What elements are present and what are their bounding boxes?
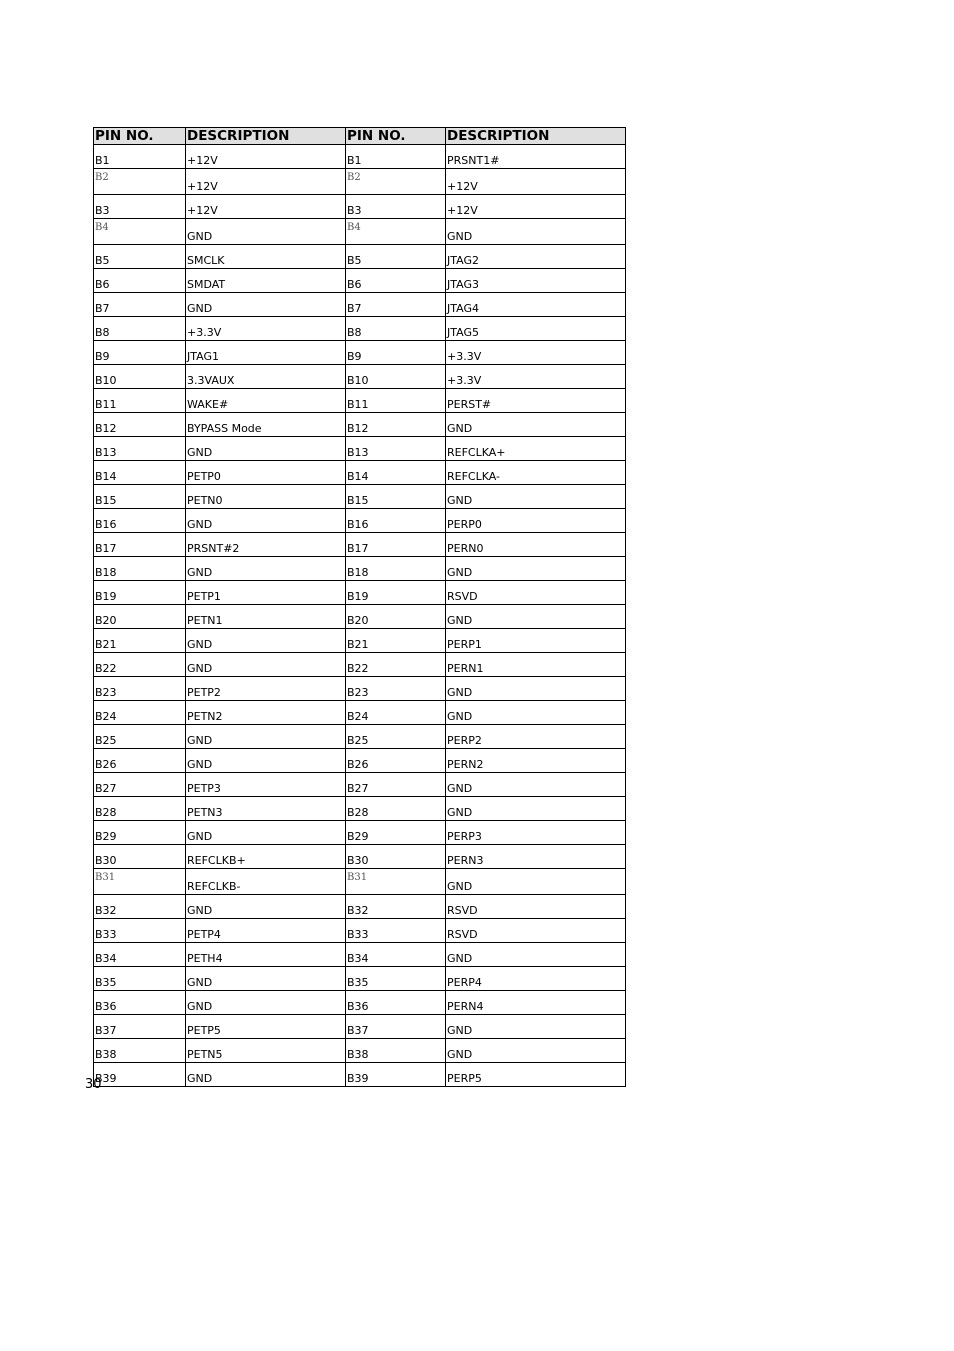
description-right: PERN4: [446, 991, 626, 1015]
description-right: GND: [446, 413, 626, 437]
pin-no-left: B39: [94, 1063, 186, 1087]
pin-no-left: B28: [94, 797, 186, 821]
description-right: +12V: [446, 195, 626, 219]
table-row: [94, 437, 626, 461]
table-row: [94, 245, 626, 269]
description-right: GND: [446, 869, 626, 895]
description-left: PETP0: [186, 461, 346, 485]
pin-no-left: B15: [94, 485, 186, 509]
description-right: JTAG5: [446, 317, 626, 341]
description-left: WAKE#: [186, 389, 346, 413]
pin-no-left: B6: [94, 269, 186, 293]
pin-no-left: B13: [94, 437, 186, 461]
table-row: [94, 341, 626, 365]
pin-no-right: B34: [346, 943, 446, 967]
pin-no-right: B30: [346, 845, 446, 869]
pin-no-right: B21: [346, 629, 446, 653]
description-left: PETP3: [186, 773, 346, 797]
pin-no-left: B3: [94, 195, 186, 219]
pin-no-right: B2: [346, 169, 446, 195]
pin-no-left: B14: [94, 461, 186, 485]
description-right: JTAG4: [446, 293, 626, 317]
description-left: GND: [186, 293, 346, 317]
pin-no-right: B38: [346, 1039, 446, 1063]
pin-no-left: B17: [94, 533, 186, 557]
pin-no-right: B13: [346, 437, 446, 461]
table-row: [94, 413, 626, 437]
table-row: [94, 293, 626, 317]
table-row: [94, 269, 626, 293]
pin-no-left: B22: [94, 653, 186, 677]
description-right: PERP4: [446, 967, 626, 991]
pin-no-right: B16: [346, 509, 446, 533]
pin-no-right: B9: [346, 341, 446, 365]
description-left: REFCLKB-: [186, 869, 346, 895]
description-right: PERP5: [446, 1063, 626, 1087]
description-right: PERN1: [446, 653, 626, 677]
table-row: [94, 195, 626, 219]
description-left: GND: [186, 219, 346, 245]
pin-no-left: B32: [94, 895, 186, 919]
pin-no-left: B16: [94, 509, 186, 533]
pin-no-right: B7: [346, 293, 446, 317]
description-right: PERP0: [446, 509, 626, 533]
pin-no-right: B39: [346, 1063, 446, 1087]
pin-no-left: B38: [94, 1039, 186, 1063]
pin-no-left: B29: [94, 821, 186, 845]
pin-no-left: B12: [94, 413, 186, 437]
description-left: PETN1: [186, 605, 346, 629]
header-row: [94, 128, 626, 145]
description-left: PETH4: [186, 943, 346, 967]
pin-no-right: B20: [346, 605, 446, 629]
description-left: 3.3VAUX: [186, 365, 346, 389]
description-right: GND: [446, 943, 626, 967]
description-left: PETP5: [186, 1015, 346, 1039]
pin-no-left: B8: [94, 317, 186, 341]
table-row: [94, 219, 626, 245]
pin-no-left: B11: [94, 389, 186, 413]
description-left: +12V: [186, 195, 346, 219]
description-left: PETP1: [186, 581, 346, 605]
table-row: [94, 821, 626, 845]
description-right: +12V: [446, 169, 626, 195]
table-row: [94, 919, 626, 943]
table-row: [94, 967, 626, 991]
description-right: GND: [446, 485, 626, 509]
description-left: GND: [186, 991, 346, 1015]
pin-no-right: B3: [346, 195, 446, 219]
description-left: JTAG1: [186, 341, 346, 365]
table-row: [94, 557, 626, 581]
table-row: [94, 461, 626, 485]
description-right: RSVD: [446, 581, 626, 605]
pin-no-right: B11: [346, 389, 446, 413]
pin-no-left: B33: [94, 919, 186, 943]
pin-no-left: B23: [94, 677, 186, 701]
description-left: BYPASS Mode: [186, 413, 346, 437]
description-right: GND: [446, 797, 626, 821]
pin-no-right: B15: [346, 485, 446, 509]
table-row: [94, 605, 626, 629]
pin-no-right: B19: [346, 581, 446, 605]
table-row: [94, 895, 626, 919]
description-right: REFCLKA+: [446, 437, 626, 461]
pin-no-right: B27: [346, 773, 446, 797]
description-left: GND: [186, 437, 346, 461]
pin-no-left: B10: [94, 365, 186, 389]
description-left: GND: [186, 653, 346, 677]
description-left: +3.3V: [186, 317, 346, 341]
pin-no-right: B5: [346, 245, 446, 269]
pin-no-right: B37: [346, 1015, 446, 1039]
pin-no-right: B26: [346, 749, 446, 773]
description-right: +3.3V: [446, 365, 626, 389]
description-left: GND: [186, 967, 346, 991]
page-number: 30: [85, 1077, 102, 1092]
pin-no-right: B17: [346, 533, 446, 557]
description-left: GND: [186, 895, 346, 919]
pin-no-left: B35: [94, 967, 186, 991]
description-right: +3.3V: [446, 341, 626, 365]
table-row: [94, 317, 626, 341]
table-row: [94, 991, 626, 1015]
pin-no-right: B28: [346, 797, 446, 821]
table-row: [94, 1015, 626, 1039]
pin-no-left: B9: [94, 341, 186, 365]
header-pin-no-left: PIN NO.: [94, 128, 186, 145]
pin-no-right: B12: [346, 413, 446, 437]
table-row: [94, 1063, 626, 1087]
description-left: GND: [186, 557, 346, 581]
pin-table: [93, 127, 626, 1087]
pin-no-right: B24: [346, 701, 446, 725]
pin-no-left: B34: [94, 943, 186, 967]
pin-no-right: B31: [346, 869, 446, 895]
description-left: GND: [186, 749, 346, 773]
pin-no-left: B26: [94, 749, 186, 773]
pin-no-left: B37: [94, 1015, 186, 1039]
table-row: [94, 677, 626, 701]
description-left: +12V: [186, 169, 346, 195]
pin-no-right: B36: [346, 991, 446, 1015]
pin-no-right: B33: [346, 919, 446, 943]
pin-no-left: B20: [94, 605, 186, 629]
table-row: [94, 725, 626, 749]
table-row: [94, 845, 626, 869]
pin-no-right: B23: [346, 677, 446, 701]
description-right: PERP2: [446, 725, 626, 749]
description-left: PETN0: [186, 485, 346, 509]
description-left: GND: [186, 629, 346, 653]
description-left: REFCLKB+: [186, 845, 346, 869]
table-row: [94, 485, 626, 509]
description-right: GND: [446, 219, 626, 245]
pin-no-right: B14: [346, 461, 446, 485]
pin-no-right: B35: [346, 967, 446, 991]
header-pin-no-right: PIN NO.: [346, 128, 446, 145]
header-description-right: DESCRIPTION: [446, 128, 626, 145]
description-right: PERN3: [446, 845, 626, 869]
table-row: [94, 629, 626, 653]
table-row: [94, 701, 626, 725]
table-row: [94, 749, 626, 773]
description-right: PERP3: [446, 821, 626, 845]
description-left: GND: [186, 821, 346, 845]
pin-no-right: B25: [346, 725, 446, 749]
pin-no-right: B8: [346, 317, 446, 341]
pin-no-left: B19: [94, 581, 186, 605]
pin-no-right: B6: [346, 269, 446, 293]
description-right: RSVD: [446, 919, 626, 943]
description-left: SMCLK: [186, 245, 346, 269]
description-left: PRSNT#2: [186, 533, 346, 557]
header-description-left: DESCRIPTION: [186, 128, 346, 145]
description-right: PERP1: [446, 629, 626, 653]
description-left: GND: [186, 1063, 346, 1087]
description-right: GND: [446, 557, 626, 581]
description-right: PERN0: [446, 533, 626, 557]
description-right: REFCLKA-: [446, 461, 626, 485]
table-row: [94, 869, 626, 895]
description-right: JTAG2: [446, 245, 626, 269]
pin-no-left: B36: [94, 991, 186, 1015]
pin-no-left: B25: [94, 725, 186, 749]
description-right: GND: [446, 677, 626, 701]
pin-no-left: B24: [94, 701, 186, 725]
description-right: JTAG3: [446, 269, 626, 293]
table-row: [94, 943, 626, 967]
description-left: PETP2: [186, 677, 346, 701]
description-left: PETN5: [186, 1039, 346, 1063]
pin-no-left: B31: [94, 869, 186, 895]
table-row: [94, 389, 626, 413]
pin-no-right: B1: [346, 145, 446, 169]
pin-no-left: B1: [94, 145, 186, 169]
pin-no-right: B18: [346, 557, 446, 581]
description-left: GND: [186, 725, 346, 749]
table-row: [94, 365, 626, 389]
pin-no-left: B4: [94, 219, 186, 245]
description-left: PETP4: [186, 919, 346, 943]
pin-no-left: B21: [94, 629, 186, 653]
table-row: [94, 653, 626, 677]
description-left: GND: [186, 509, 346, 533]
description-right: GND: [446, 773, 626, 797]
table-row: [94, 581, 626, 605]
pin-no-left: B2: [94, 169, 186, 195]
table-row: [94, 533, 626, 557]
pin-table-body: [94, 145, 626, 1087]
description-left: +12V: [186, 145, 346, 169]
pin-no-left: B18: [94, 557, 186, 581]
pin-no-right: B10: [346, 365, 446, 389]
table-row: [94, 797, 626, 821]
description-right: GND: [446, 1039, 626, 1063]
table-row: [94, 169, 626, 195]
description-right: GND: [446, 701, 626, 725]
description-right: PERN2: [446, 749, 626, 773]
pin-no-left: B7: [94, 293, 186, 317]
table-row: [94, 1039, 626, 1063]
description-left: PETN3: [186, 797, 346, 821]
description-right: RSVD: [446, 895, 626, 919]
table-row: [94, 509, 626, 533]
description-right: PERST#: [446, 389, 626, 413]
pin-no-left: B30: [94, 845, 186, 869]
description-right: GND: [446, 605, 626, 629]
table-row: [94, 145, 626, 169]
description-right: PRSNT1#: [446, 145, 626, 169]
pin-no-right: B29: [346, 821, 446, 845]
pin-no-left: B27: [94, 773, 186, 797]
pin-no-right: B4: [346, 219, 446, 245]
description-left: PETN2: [186, 701, 346, 725]
description-left: SMDAT: [186, 269, 346, 293]
description-right: GND: [446, 1015, 626, 1039]
table-row: [94, 773, 626, 797]
pin-no-right: B22: [346, 653, 446, 677]
pin-no-right: B32: [346, 895, 446, 919]
pin-no-left: B5: [94, 245, 186, 269]
